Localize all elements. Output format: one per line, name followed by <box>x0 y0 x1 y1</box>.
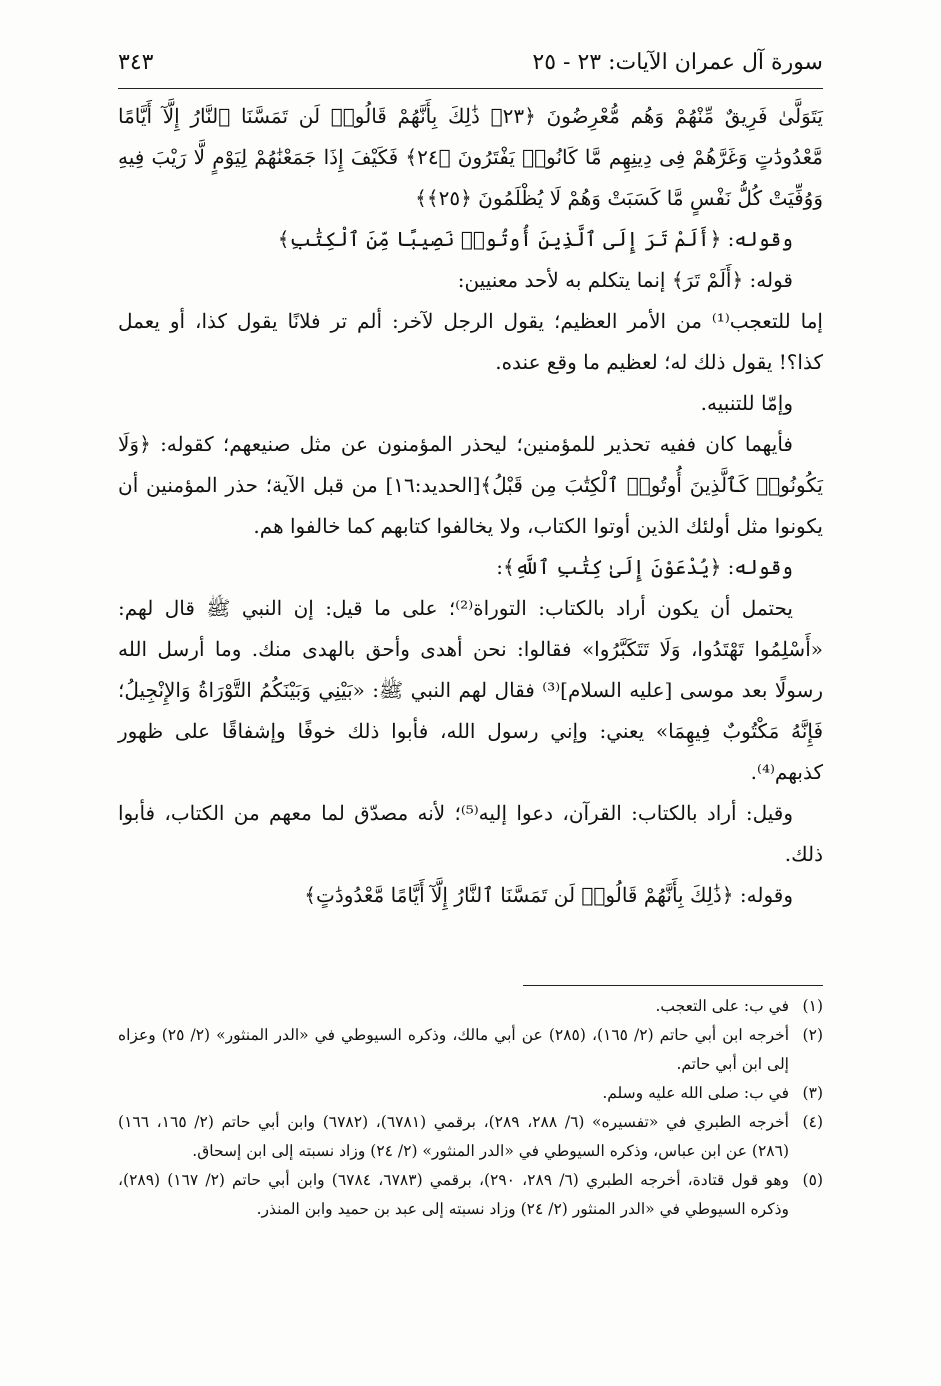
footnote-text: في ب: على التعجب. <box>655 997 789 1015</box>
footnote-number: (٢) <box>802 1026 823 1044</box>
paragraph: وإمّا للتنبيه. <box>700 391 793 415</box>
header-rule <box>118 88 823 89</box>
footnote <box>118 1079 823 1108</box>
paragraph: قوله: ﴿أَلَمْ تَرَ﴾ إنما يتكلم به لأحد معنيين: <box>457 268 793 292</box>
footnote <box>118 992 823 1021</box>
footnote-rule <box>523 985 823 986</box>
paragraph: إما للتعجب⁽¹⁾ من الأمر العظيم؛ يقول الرجل لآخر: ألم تر فلانًا يقول كذا، أو يعمل كذا؟! يقول ذلك له؛ لعظيم ما وقع عنده. <box>118 309 823 374</box>
footnote-text: أخرجه ابن أبي حاتم (٢/ ١٦٥)، (٢٨٥) عن أبي مالك، وذكره السيوطي في «الدر المنثور» (٢/ ٢٥) وعزاه إلى ابن أبي حاتم. <box>118 1026 790 1073</box>
paragraph: وقوله: ﴿أَلَمْ تَرَ إِلَى ٱلَّذِينَ أُوتُوا۟ نَصِيبًا مِّنَ ٱلْكِتَٰبِ﴾ <box>277 227 793 251</box>
footnotes <box>118 992 823 1224</box>
footnote-text: وهو قول قتادة، أخرجه الطبري (٦/ ٢٨٩، ٢٩٠)، برقمي (٦٧٨٣، ٦٧٨٤) وابن أبي حاتم (٢/ ١٦٧) (٢٨٩)، وذكره السيوطي في «الدر المنثور (٢/ ٢٤) وزاد نسبته إلى عبد بن حميد وابن المنذر. <box>118 1171 789 1218</box>
paragraph: يحتمل أن يكون أراد بالكتاب: التوراة⁽²⁾؛ على ما قيل: إن النبي ﷺ قال لهم: «أَسْلِمُوا تَهْتَدُوا، وَلَا تَتَكَبَّرُوا» فقالوا: نحن أهدى وأحق بالهدى منك. وما أرسل الله رسولًا بعد موسى [عليه السلام]⁽³⁾ فقال لهم النبي ﷺ: «بَيْنِي وَبَيْنَكُمُ التَّوْرَاةُ وَالإِنْجِيلُ؛ فَإِنَّهُ مَكْتُوبٌ فِيهِمَا» يعني: وإني رسول الله، فأبوا ذلك خوفًا وإشفاقًا على ظهور كذبهم⁽⁴⁾. <box>118 596 823 784</box>
page-header <box>118 42 823 82</box>
paragraph: وقيل: أراد بالكتاب: القرآن، دعوا إليه⁽⁵⁾؛ لأنه مصدّق لما معهم من الكتاب، فأبوا ذلك. <box>118 801 823 866</box>
footnote-number: (١) <box>802 997 823 1015</box>
footnote-number: (٣) <box>802 1084 823 1102</box>
running-title: سورة آل عمران الآيات: ٢٣ - ٢٥ <box>532 49 823 75</box>
page-number: ٣٤٣ <box>118 49 154 75</box>
footnote <box>118 1021 823 1079</box>
footnote-text: أخرجه الطبري في «تفسيره» (٦/ ٢٨٨، ٢٨٩)، برقمي (٦٧٨١)، (٦٧٨٢) وابن أبي حاتم (٢/ ١٦٥، ١٦٦) (٢٨٦) عن ابن عباس، وذكره السيوطي في «الدر المنثور» (٢/ ٢٤) وزاد نسبته إلى ابن إسحاق. <box>118 1113 789 1160</box>
paragraph: فأيهما كان ففيه تحذير للمؤمنين؛ ليحذر المؤمنون عن مثل صنيعهم؛ كقوله: ﴿وَلَا يَكُونُوا۟ كَٱلَّذِينَ أُوتُوا۟ ٱلْكِتَٰبَ مِن قَبْلُ﴾[الحديد:١٦] من قبل الآية؛ حذر المؤمنين أن يكونوا مثل أولئك الذين أوتوا الكتاب، ولا يخالفوا كتابهم كما خالفوا هم. <box>118 432 823 538</box>
footnote-number: (٤) <box>802 1113 823 1131</box>
footnote-text: في ب: صلى الله عليه وسلم. <box>602 1084 789 1102</box>
footnote <box>118 1108 823 1166</box>
footnote <box>118 1166 823 1224</box>
main-text <box>118 96 823 916</box>
footnote-number: (٥) <box>802 1171 823 1189</box>
paragraph: وقوله: ﴿يُدْعَوْنَ إِلَىٰ كِتَٰبِ ٱللَّهِ﴾: <box>496 555 793 579</box>
quran-verse-block: يَتَوَلَّىٰ فَرِيقٌ مِّنْهُمْ وَهُم مُّعْرِضُونَ ﴿٢٣﴾ ذَٰلِكَ بِأَنَّهُمْ قَالُوا۟ لَن تَمَسَّنَا ٱلنَّارُ إِلَّآ أَيَّامًا مَّعْدُودَٰتٍ وَغَرَّهُمْ فِى دِينِهِم مَّا كَانُوا۟ يَفْتَرُونَ ﴿٢٤﴾ فَكَيْفَ إِذَا جَمَعْنَٰهُمْ لِيَوْمٍ لَّا رَيْبَ فِيهِ وَوُفِّيَتْ كُلُّ نَفْسٍ مَّا كَسَبَتْ وَهُمْ لَا يُظْلَمُونَ ﴿٢٥﴾﴾ <box>118 104 823 210</box>
paragraph: وقوله: ﴿ذَٰلِكَ بِأَنَّهُمْ قَالُوا۟ لَن تَمَسَّنَا ٱلنَّارُ إِلَّآ أَيَّامًا مَّعْدُودَٰتٍ﴾ <box>304 883 793 907</box>
